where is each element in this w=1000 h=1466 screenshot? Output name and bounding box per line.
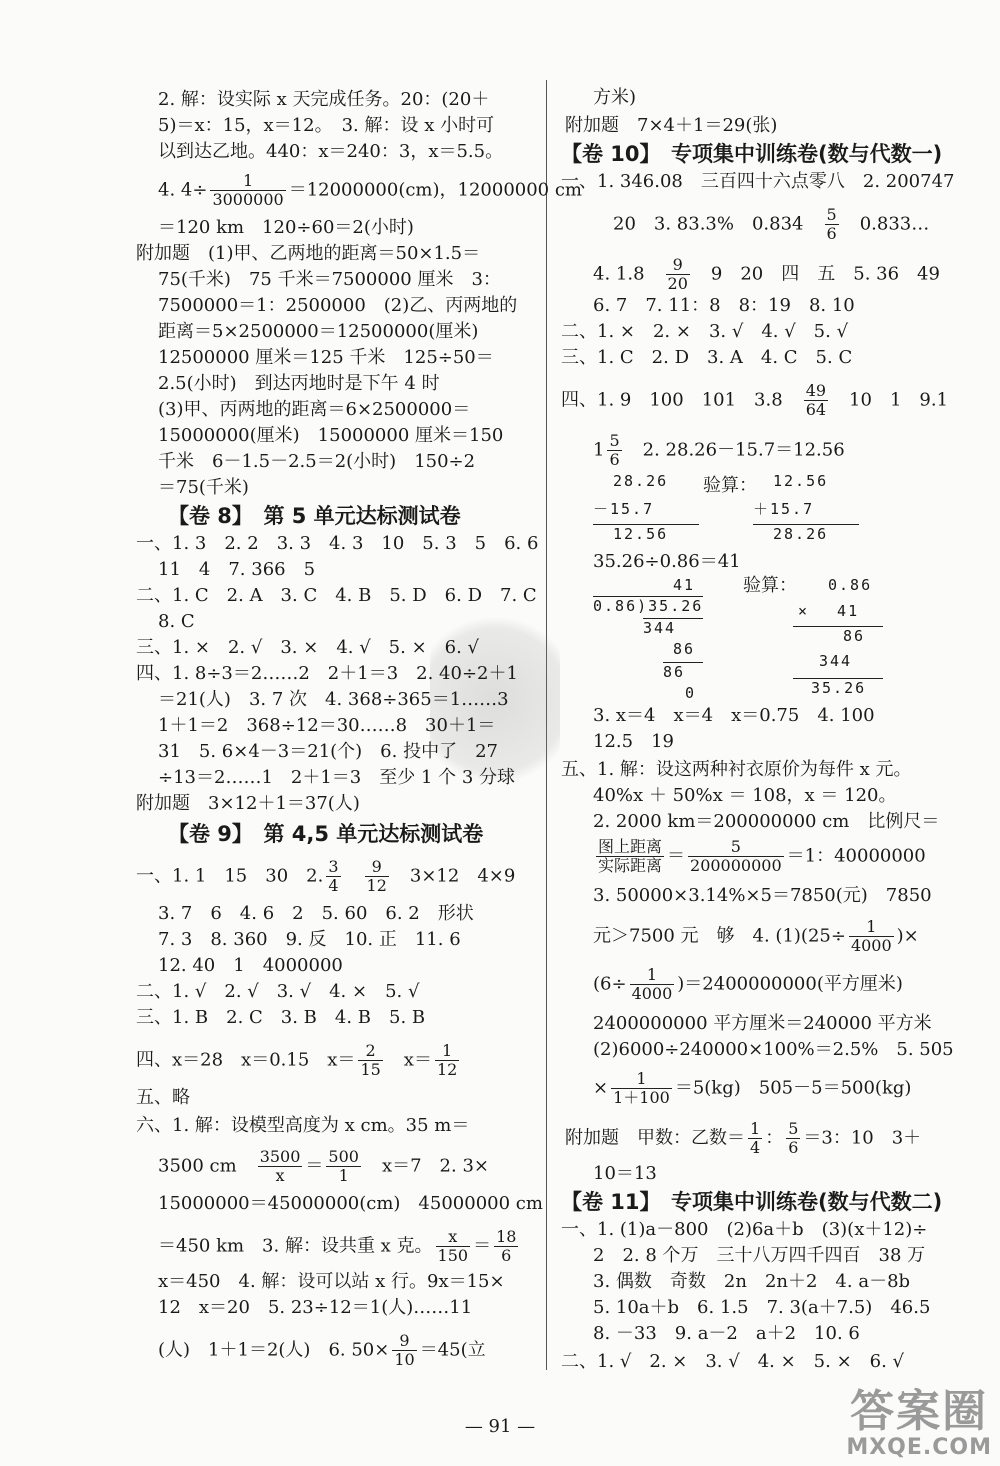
calc-number: 28.26 <box>753 524 859 543</box>
calc-number: －15.7 <box>593 500 655 518</box>
text-line: 10＝13 <box>593 1163 657 1184</box>
logo-mark: 答案圈 <box>850 1386 989 1437</box>
fraction: $\frac{1}{3000000}$ <box>212 171 284 209</box>
fraction: $\frac{49}{64}$ <box>805 381 827 419</box>
text-line: 二、1. × 2. × 3. √ 4. √ 5. √ <box>561 321 849 342</box>
text-line: 方米) <box>593 87 637 108</box>
calc-number: 0.86 <box>828 576 873 594</box>
section-heading: 【卷 9】 第 4,5 单元达标测试卷 <box>168 822 484 846</box>
text-line: 7. 3 8. 360 9. 反 10. 正 11. 6 <box>158 929 461 950</box>
text-line: 二、1. √ 2. √ 3. √ 4. × 5. √ <box>136 981 420 1002</box>
fraction: $\frac{500}{1}$ <box>328 1147 359 1185</box>
calc-number: 86 <box>663 662 703 681</box>
text-line: 1 $\frac{5}{6}$ 2. 28.26－15.7＝12.56 <box>593 431 845 469</box>
calc-number: 86 <box>673 640 696 658</box>
section-heading: 【卷 8】 第 5 单元达标测试卷 <box>168 504 461 528</box>
text-line: 三、1. B 2. C 3. B 4. B 5. B <box>136 1007 426 1028</box>
text-line: 8. C <box>158 611 195 632</box>
text-line: 2.5(小时) 到达丙地时是下午 4 时 <box>158 373 440 394</box>
text-line: 四、1. 8÷3＝2……2 2＋1＝3 2. 40÷2＋1 <box>136 663 518 684</box>
text-line: 距离＝5×2500000＝12500000(厘米) <box>158 321 479 342</box>
logo-url: MXQE.COM <box>846 1435 992 1460</box>
fraction: $\frac{18}{6}$ <box>496 1227 517 1265</box>
text-line: x＝450 4. 解：设可以站 x 行。9x＝15× <box>158 1271 505 1292</box>
text-line: 12 x＝20 5. 23÷12＝1(人)……11 <box>158 1297 473 1318</box>
fraction: $\frac{5}{200000000}$ <box>690 837 782 875</box>
verify-label: 验算： <box>743 575 797 596</box>
fraction: $\frac{3500}{x}$ <box>259 1147 301 1185</box>
text-line: 图上距离 实际距离 ＝ $\frac{5}{200000000}$ ＝1：40000000 <box>598 837 926 875</box>
text-line: 20 3. 83.3% 0.834 $\frac{5}{6}$ 0.833… <box>613 205 930 243</box>
text-line: 12.5 19 <box>593 731 674 752</box>
text-line: ＝75(千米) <box>158 477 249 498</box>
fraction: $\frac{1}{4}$ <box>750 1119 761 1157</box>
text-line: 40%x ＋ 50%x ＝ 108，x ＝ 120。 <box>593 785 897 806</box>
fraction: $\frac{5}{6}$ <box>609 431 620 469</box>
text-line: 一、1. 1 15 30 2. $\frac{3}{4}$ $\frac{9}{12}$ 3×12 4×9 <box>136 857 516 895</box>
text-line: × $\frac{1}{1+100}$ ＝5(kg) 505－5＝500(kg) <box>593 1069 912 1107</box>
fraction: $\frac{5}{6}$ <box>826 205 837 243</box>
text-line: 5)＝x：15，x＝12。 3. 解：设 x 小时可 <box>158 115 495 136</box>
text-line: 一、1. 3 2. 2 3. 3 4. 3 10 5. 3 5 6. 6 <box>136 533 539 554</box>
fraction: $\frac{x}{150}$ <box>437 1227 469 1265</box>
calc-number: 41 <box>673 576 696 594</box>
verify-label: 验算： <box>703 475 757 496</box>
text-line: 三、1. × 2. √ 3. × 4. √ 5. × 6. √ <box>136 637 480 658</box>
text-line: 四、1. 9 100 101 3.8 $\frac{49}{64}$ 10 1 9.1 <box>561 381 949 419</box>
page-number: — 91 — <box>464 1416 536 1437</box>
text-line: 8. －33 9. a－2 a＋2 10. 6 <box>593 1323 860 1344</box>
text-line: 附加题 3×12＋1＝37(人) <box>136 793 360 814</box>
text-line: 3500 cm $\frac{3500}{x}$ ＝ $\frac{500}{1}$ x＝7 2. 3× <box>158 1147 489 1185</box>
text-line: 12500000 厘米＝125 千米 125÷50＝ <box>158 347 494 368</box>
text-line: 三、1. C 2. D 3. A 4. C 5. C <box>561 347 853 368</box>
calc-number: ＋15.7 <box>753 500 815 518</box>
text-line: 千米 6－1.5－2.5＝2(小时) 150÷2 <box>158 451 476 472</box>
text-line: 附加题 7×4＋1＝29(张) <box>565 115 778 136</box>
text-line: ＝21(人) 3. 7 次 4. 368÷365＝1……3 <box>158 689 509 710</box>
calc-number: 0 <box>685 684 697 702</box>
text-line: 5. 10a＋b 6. 1.5 7. 3(a＋7.5) 46.5 <box>593 1297 931 1318</box>
text-line: 五、1. 解：设这两种衬衣原价为每件 x 元。 <box>561 759 912 780</box>
text-line: 3. x＝4 x＝4 x＝0.75 4. 100 <box>593 705 875 726</box>
text-line: (3)甲、丙两地的距离＝6×2500000＝ <box>158 399 471 420</box>
calc-number: 28.26 <box>613 472 669 490</box>
text-line: 2. 2000 km＝200000000 cm 比例尺＝ <box>593 811 940 832</box>
text-line: 75(千米) 75 千米＝7500000 厘米 3： <box>158 269 501 290</box>
text-line: 12. 40 1 4000000 <box>158 955 343 976</box>
text-line: 4. 1.8 $\frac{9}{20}$ 9 20 四 五 5. 36 49 <box>593 255 940 293</box>
text-line: (6÷ $\frac{1}{4000}$ )＝2400000000(平方厘米) <box>593 965 903 1003</box>
text-line: 二、1. √ 2. × 3. √ 4. × 5. × 6. √ <box>561 1351 905 1372</box>
text-line: 3. 7 6 4. 6 2 5. 60 6. 2 形状 <box>158 903 474 924</box>
text-line: 四、x＝28 x＝0.15 x＝ $\frac{2}{15}$ x＝ $\frac{1}{12}$ <box>136 1041 458 1079</box>
text-line: 2. 解：设实际 x 天完成任务。20：(20＋ <box>158 89 490 110</box>
text-line: 15000000(厘米) 15000000 厘米＝150 <box>158 425 504 446</box>
fraction: $\frac{1}{4000}$ <box>850 917 892 955</box>
text-line: ＝120 km 120÷60＝2(小时) <box>158 217 414 238</box>
text-line: 一、1. 346.08 三百四十六点零八 2. 200747 <box>561 171 955 192</box>
text-line: 3. 50000×3.14%×5＝7850(元) 7850 <box>593 885 932 906</box>
fraction: $\frac{9}{20}$ <box>667 255 688 293</box>
text-line: (人) 1＋1＝2(人) 6. 50× $\frac{9}{10}$ ＝45(立 <box>158 1331 486 1369</box>
text-line: 15000000＝45000000(cm) 45000000 cm <box>158 1193 543 1214</box>
fraction: $\frac{5}{6}$ <box>788 1119 799 1157</box>
calc-number: × 41 <box>798 602 860 620</box>
calc-number: 12.56 <box>773 472 829 490</box>
fraction: $\frac{9}{10}$ <box>394 1331 415 1369</box>
fraction: $\frac{9}{12}$ <box>366 857 387 895</box>
fraction: $\frac{1}{1+100}$ <box>613 1069 670 1107</box>
text-line: 附加题 甲数：乙数＝ $\frac{1}{4}$ ： $\frac{5}{6}$ ＝3：10 3＋ <box>565 1119 922 1157</box>
fraction: $\frac{2}{15}$ <box>360 1041 381 1079</box>
text-line: 附加题 (1)甲、乙两地的距离＝50×1.5＝ <box>136 243 481 264</box>
text-line: 六、1. 解：设模型高度为 x cm。35 m＝ <box>136 1115 470 1136</box>
text-line: 以到达乙地。440：x＝240：3，x＝5.5。 <box>158 141 504 162</box>
watermark-logo <box>846 1386 992 1460</box>
text-line: 二、1. C 2. A 3. C 4. B 5. D 6. D 7. C <box>136 585 537 606</box>
calc-number: 344 <box>819 652 853 670</box>
text-line: 6. 7 7. 11：8 8：19 8. 10 <box>593 295 855 316</box>
text-line: 2400000000 平方厘米＝240000 平方米 <box>593 1013 932 1034</box>
calc-number: 86 <box>793 626 883 645</box>
text-line: 3. 偶数 奇数 2n 2n＋2 4. a－8b <box>593 1271 911 1292</box>
text-line: ÷13＝2……1 2＋1＝3 至少 1 个 3 分球 <box>158 767 516 788</box>
calc-number: 35.26 <box>793 678 883 697</box>
text-line: 2 2. 8 个万 三十八万四千四百 38 万 <box>593 1245 926 1266</box>
text-line: 元＞7500 元 够 4. (1)(25÷ $\frac{1}{4000}$ )× <box>593 917 919 955</box>
text-line: 1＋1＝2 368÷12＝30……8 30＋1＝ <box>158 715 496 736</box>
fraction: $\frac{1}{12}$ <box>436 1041 458 1079</box>
calc-number: 12.56 <box>593 524 699 543</box>
text-line: 31 5. 6×4－3＝21(个) 6. 投中了 27 <box>158 741 498 762</box>
text-line: 4. 4÷ $\frac{1}{3000000}$ ＝12000000(cm)，12000000 cm <box>158 171 583 209</box>
text-line: 五、略 <box>136 1087 190 1108</box>
text-line: (2)6000÷240000×100%＝2.5% 5. 505 <box>593 1039 954 1060</box>
text-line: 7500000＝1：2500000 (2)乙、丙两地的 <box>158 295 518 316</box>
text-line: ＝450 km 3. 解：设共重 x 克。 $\frac{x}{150}$ ＝ $\frac{18}{6}$ <box>158 1227 517 1265</box>
text-line: 一、1. (1)a－800 (2)6a＋b (3)(x＋12)÷ <box>561 1219 928 1240</box>
calc-number: 0.86)35.26 <box>593 597 704 615</box>
fraction: 图上距离 实际距离 <box>598 837 663 875</box>
fraction: $\frac{3}{4}$ <box>328 857 339 895</box>
fraction: $\frac{1}{4000}$ <box>631 965 673 1003</box>
section-heading: 【卷 10】 专项集中训练卷(数与代数一) <box>561 142 943 166</box>
text-line: 35.26÷0.86＝41 <box>593 551 741 572</box>
section-heading: 【卷 11】 专项集中训练卷(数与代数二) <box>561 1190 943 1214</box>
calc-number: 344 <box>643 618 703 637</box>
text-line: 11 4 7. 366 5 <box>158 559 316 580</box>
